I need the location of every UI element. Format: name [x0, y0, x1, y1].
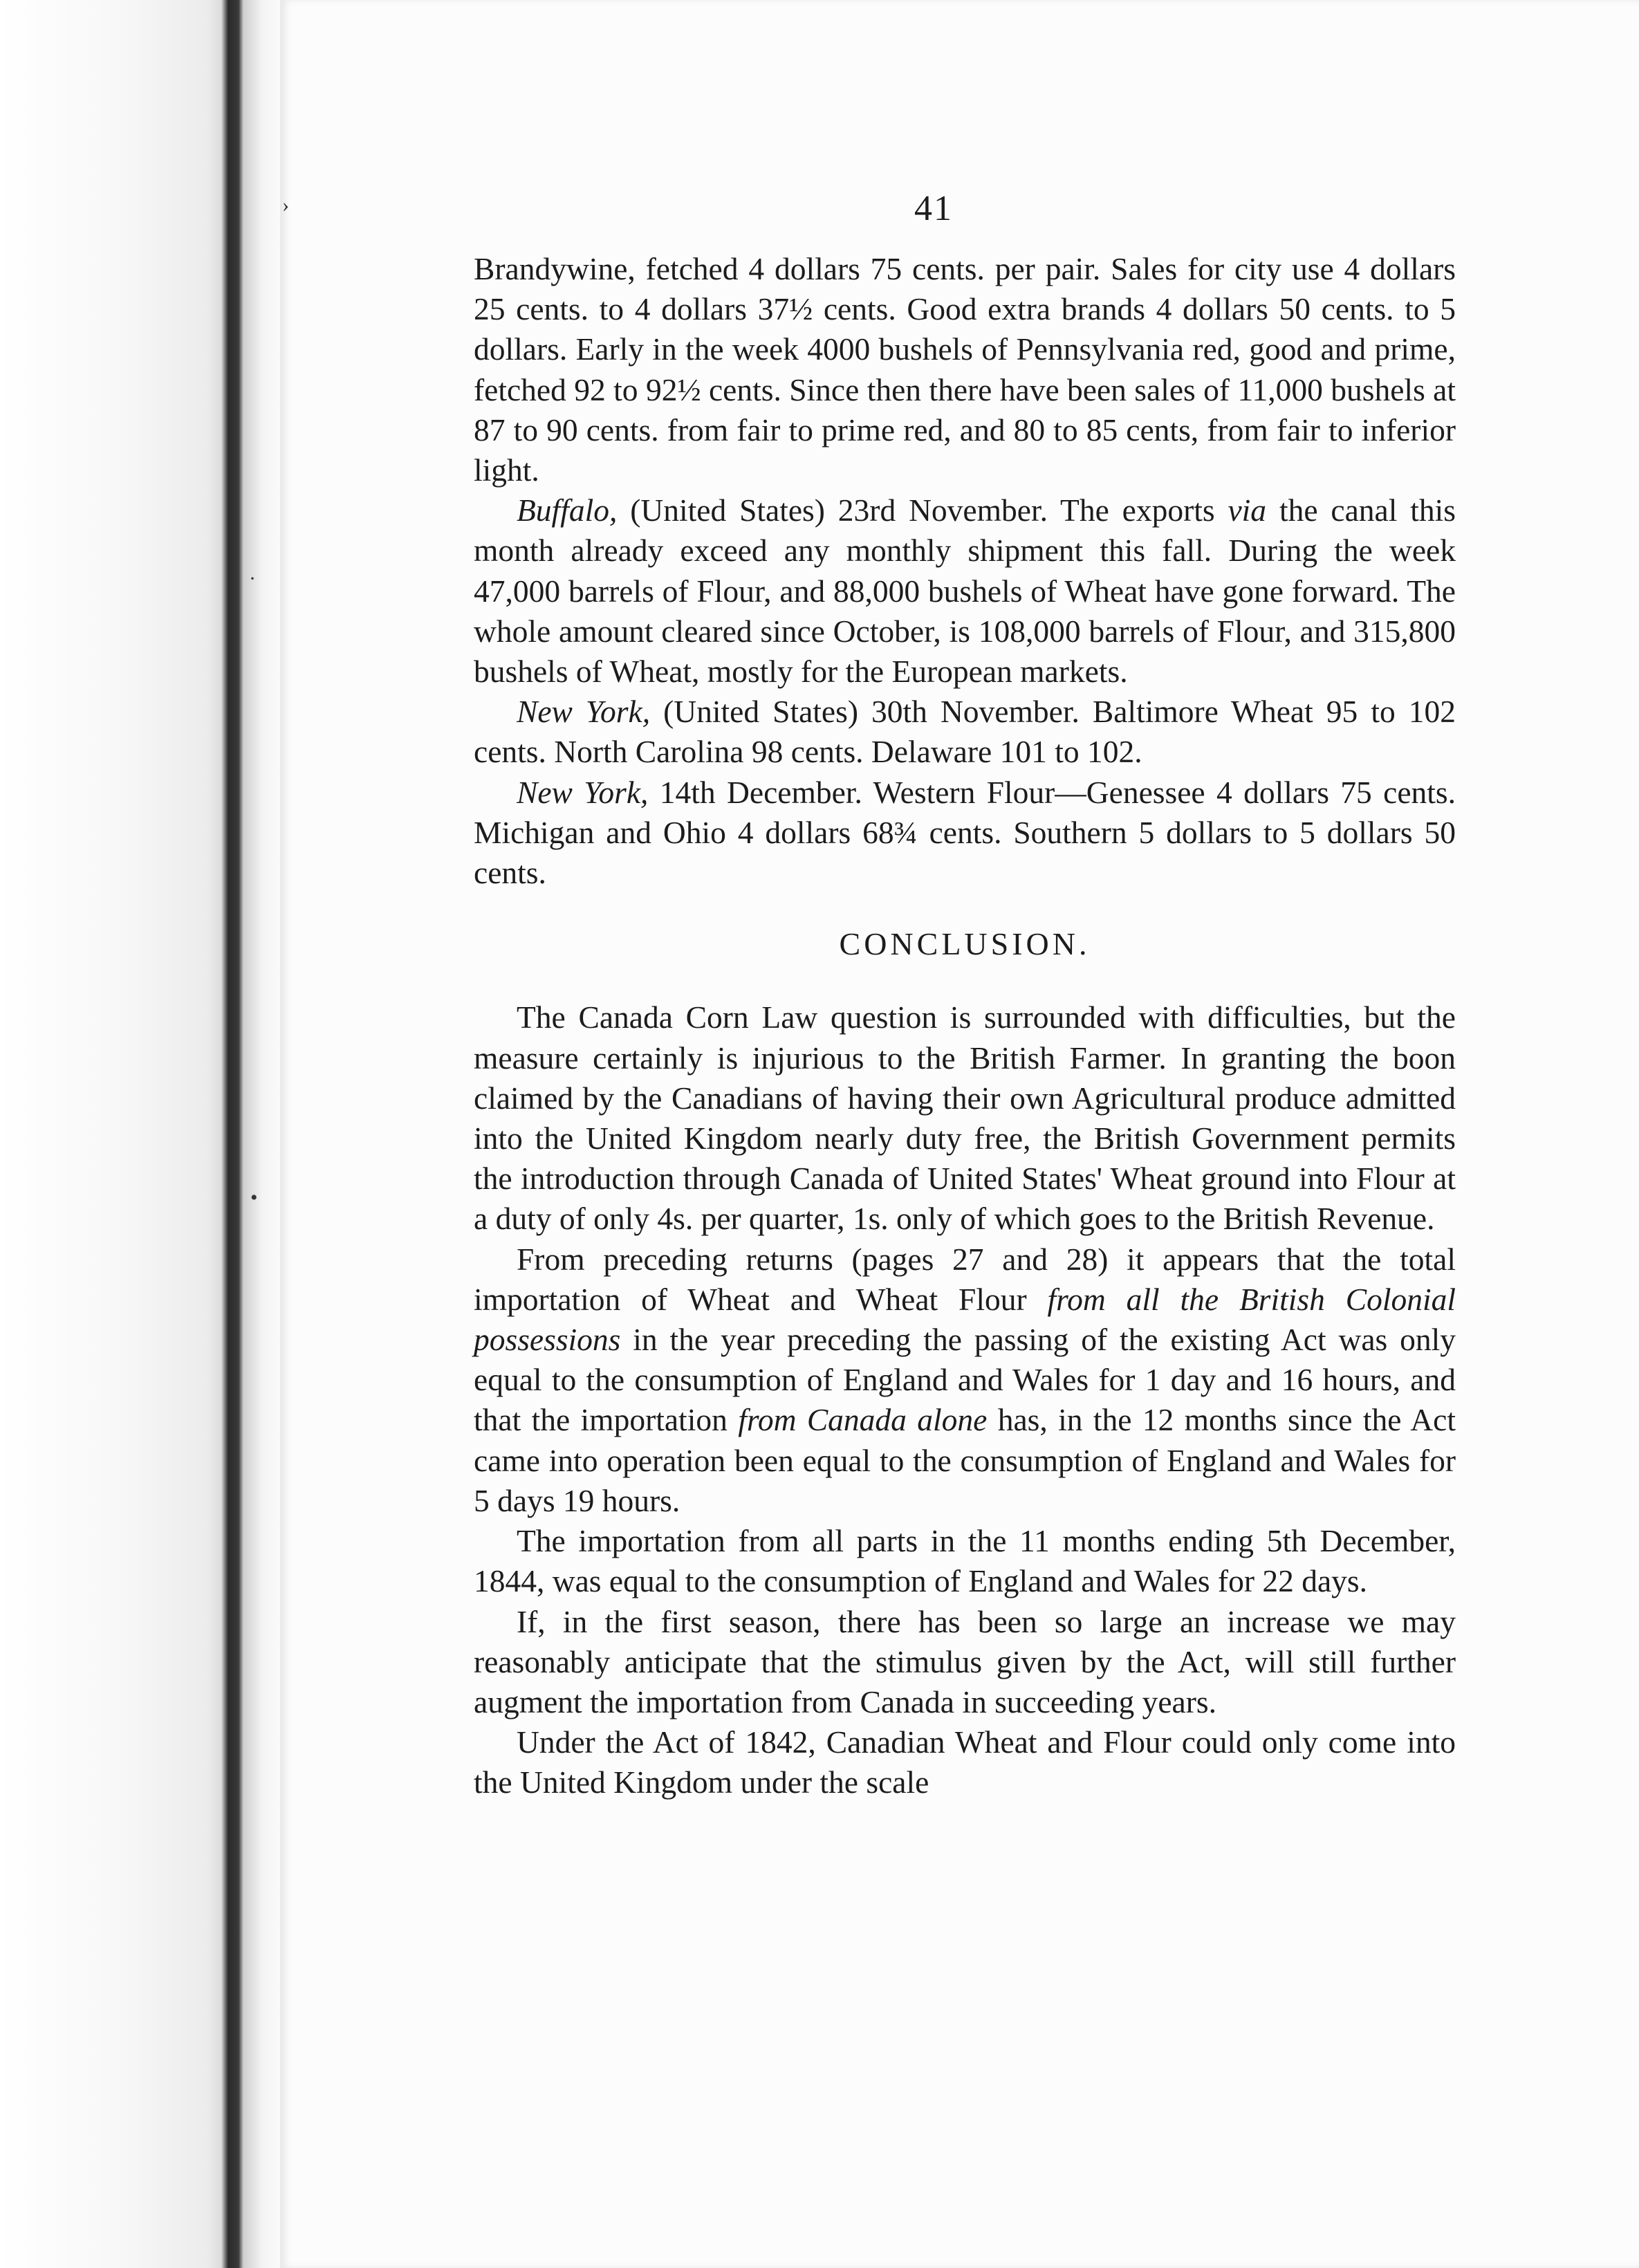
text-run: (United States) 23rd November. The exports — [617, 492, 1228, 528]
text-run: 14th December. Western Flour—Genessee 4 dollars 75 cents. Michigan and Ohio 4 dollars 68¾ cents. Southern 5 dollars to 5 dollars 50 cents. — [474, 774, 1456, 891]
body-section-conclusion — [474, 997, 1456, 1803]
text-run: Brandywine, fetched 4 dollars 75 cents. per pair. Sales for city use 4 dollars 25 cents. to 4 dollars 37½ cents. Good extra brands 4 dollars 50 cents. to 5 dollars. Early in the week 4000 bushels of Pennsylvania red, good and prime, fetched 92 to 92½ cents. Since then there have been sales of 11,000 bushels at 87 to 90 cents. from fair to prime red, and 80 to 85 cents, from fair to inferior light. — [474, 251, 1456, 488]
text-run: the canal this month already exceed any monthly shipment this fall. During the week 47,000 barrels of Flour, and 88,000 bushels of Wheat have gone forward. The whole amount cleared since October, is 108,000 barrels of Flour, and 315,800 bushels of Wheat, mostly for the European markets. — [474, 492, 1456, 690]
book-gutter — [0, 0, 280, 2268]
text-run: From preceding returns (pages 27 and 28) it appears that the total importation of Wheat and Wheat Flour — [474, 1241, 1456, 1317]
text-run: (United States) 30th November. Baltimore Wheat 95 to 102 cents. North Carolina 98 cents. Delaware 101 to 102. — [474, 694, 1456, 770]
paragraph — [474, 249, 1456, 490]
italic-text: Buffalo, — [517, 492, 618, 528]
italic-text: New York, — [517, 774, 649, 810]
margin-mark: · — [249, 567, 256, 590]
margin-mark: › — [282, 194, 289, 216]
text-run: has, in the 12 months since the Act came into operation been equal to the consumption of England and Wales for 5 days 19 hours. — [474, 1402, 1456, 1518]
italic-text: from all the British Colonial possessions — [474, 1281, 1456, 1358]
italic-text: via — [1228, 492, 1267, 528]
section-heading: CONCLUSION. — [839, 926, 1091, 962]
page-number: 41 — [914, 189, 953, 228]
italic-text: from Canada alone — [738, 1402, 988, 1438]
page-text — [474, 249, 1456, 1803]
paragraph — [474, 773, 1456, 894]
text-run: The Canada Corn Law question is surrounded with difficulties, but the measure certainly is injurious to the British Farmer. In granting the boon claimed by the Canadians of having their own Agricultural produce admitted into the United Kingdom nearly duty free, the British Government permits the introduction through Canada of United States' Wheat ground into Flour at a duty of only 4s. per quarter, 1s. only of which goes to the British Revenue. — [474, 999, 1456, 1237]
margin-mark: • — [250, 1186, 258, 1209]
italic-text: New York, — [517, 694, 651, 730]
paragraph — [474, 997, 1456, 1239]
paragraph — [474, 692, 1456, 772]
paragraph — [474, 1521, 1456, 1601]
paragraph — [474, 490, 1456, 692]
text-run: The importation from all parts in the 11 months ending 5th December, 1844, was equal to the consumption of England and Wales for 22 days. — [474, 1523, 1456, 1599]
paragraph — [474, 1602, 1456, 1723]
text-run: in the year preceding the passing of the existing Act was only equal to the consumption of England and Wales for 1 day and 16 hours, and that the importation — [474, 1322, 1456, 1438]
body-section-before — [474, 249, 1456, 893]
text-run: Under the Act of 1842, Canadian Wheat and Flour could only come into the United Kingdom under the scale — [474, 1724, 1456, 1800]
paragraph — [474, 1722, 1456, 1803]
text-run: If, in the first season, there has been so large an increase we may reasonably anticipate that the stimulus given by the Act, will still further augment the importation from Canada in succeeding years. — [474, 1603, 1456, 1720]
paragraph — [474, 1239, 1456, 1521]
